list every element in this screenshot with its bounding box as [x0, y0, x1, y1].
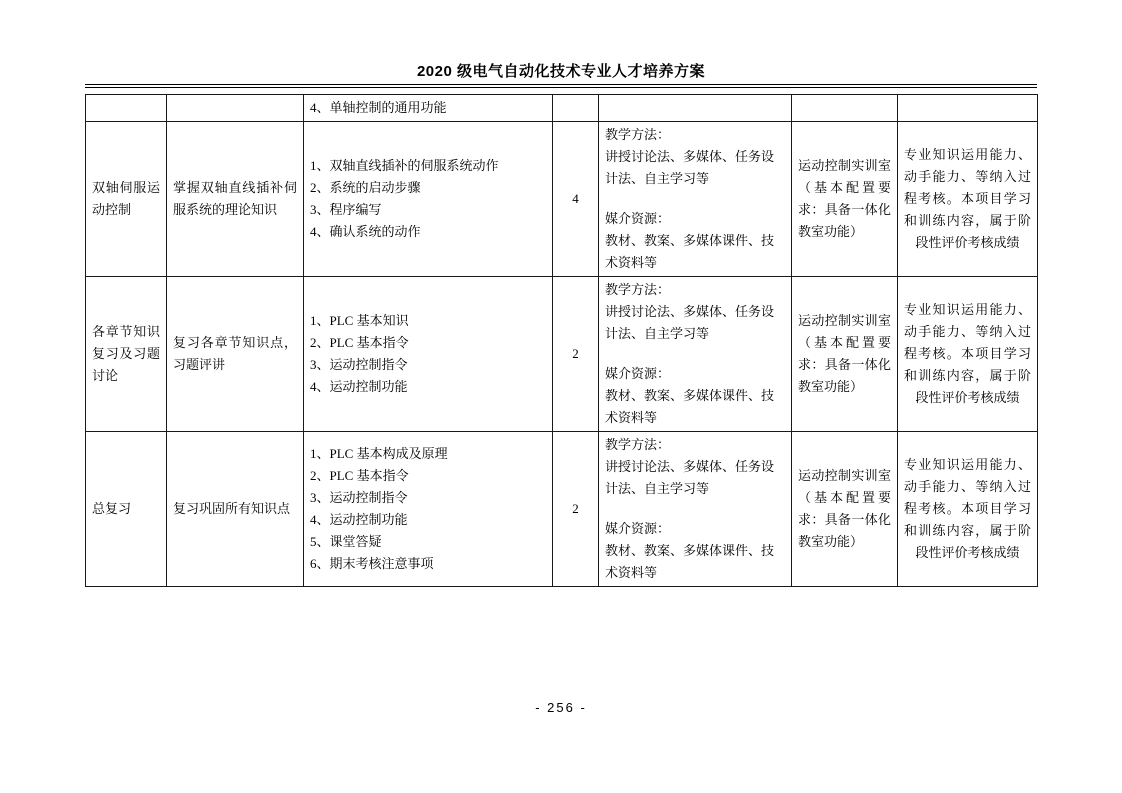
content-item: 2、系统的启动步骤	[310, 180, 421, 195]
content-cell	[304, 122, 553, 277]
table-row-carryover	[86, 95, 1038, 122]
content-item: 3、运动控制指令	[310, 357, 408, 372]
assessment-cell: 专业知识运用能力、动手能力、等纳入过程考核。本项目学习和训练内容，属于阶段性评价考核成绩	[898, 122, 1038, 277]
content-item: 3、程序编写	[310, 202, 382, 217]
teaching-methods-label: 教学方法：	[605, 127, 671, 142]
media-resources-text: 教材、教案、多媒体课件、技术资料等	[605, 543, 775, 580]
content-cell	[304, 277, 553, 432]
curriculum-table	[85, 94, 1038, 587]
media-resources-text: 教材、教案、多媒体课件、技术资料等	[605, 388, 775, 425]
content-item: 1、双轴直线插补的伺服系统动作	[310, 158, 499, 173]
teaching-methods-label: 教学方法：	[605, 282, 671, 297]
venue-cell: 运动控制实训室（基本配置要求：具备一体化教室功能）	[792, 277, 898, 432]
page-title: 2020 级电气自动化技术专业人才培养方案	[416, 63, 706, 80]
content-item: 2、PLC 基本指令	[310, 468, 409, 483]
teaching-methods-text: 讲授讨论法、多媒体、任务设计法、自主学习等	[605, 304, 775, 341]
assessment-cell: 专业知识运用能力、动手能力、等纳入过程考核。本项目学习和训练内容，属于阶段性评价考核成绩	[898, 432, 1038, 587]
media-resources-label: 媒介资源：	[605, 211, 671, 226]
unit-cell: 各章节知识复习及习题讨论	[86, 277, 167, 432]
unit-cell: 双轴伺服运动控制	[86, 122, 167, 277]
header-double-rule	[85, 84, 1037, 88]
objective-cell: 复习巩固所有知识点	[167, 432, 304, 587]
table-row	[86, 277, 1038, 432]
page-number: - 256 -	[535, 700, 587, 715]
hours-cell: 2	[553, 432, 599, 587]
teaching-methods-text: 讲授讨论法、多媒体、任务设计法、自主学习等	[605, 459, 775, 496]
hours-cell	[553, 95, 599, 122]
content-cell: 4、单轴控制的通用功能	[304, 95, 553, 122]
assessment-cell: 专业知识运用能力、动手能力、等纳入过程考核。本项目学习和训练内容，属于阶段性评价考核成绩	[898, 277, 1038, 432]
content-item: 4、运动控制功能	[310, 379, 408, 394]
media-resources-text: 教材、教案、多媒体课件、技术资料等	[605, 233, 775, 270]
objective-cell: 掌握双轴直线插补伺服系统的理论知识	[167, 122, 304, 277]
methods-cell	[599, 277, 792, 432]
media-resources-label: 媒介资源：	[605, 366, 671, 381]
content-item: 4、运动控制功能	[310, 512, 408, 527]
assessment-cell	[898, 95, 1038, 122]
table-row	[86, 432, 1038, 587]
hours-cell: 2	[553, 277, 599, 432]
teaching-methods-label: 教学方法：	[605, 437, 671, 452]
methods-cell	[599, 122, 792, 277]
table-row	[86, 122, 1038, 277]
media-resources-label: 媒介资源：	[605, 521, 671, 536]
venue-cell	[792, 95, 898, 122]
objective-cell	[167, 95, 304, 122]
content-item: 4、确认系统的动作	[310, 224, 421, 239]
content-item: 3、运动控制指令	[310, 490, 408, 505]
content-item: 1、PLC 基本构成及原理	[310, 446, 448, 461]
content-item: 1、PLC 基本知识	[310, 313, 409, 328]
venue-cell: 运动控制实训室（基本配置要求：具备一体化教室功能）	[792, 122, 898, 277]
content-item: 6、期末考核注意事项	[310, 556, 434, 571]
content-item: 2、PLC 基本指令	[310, 335, 409, 350]
unit-cell: 总复习	[86, 432, 167, 587]
venue-cell: 运动控制实训室（基本配置要求：具备一体化教室功能）	[792, 432, 898, 587]
objective-cell: 复习各章节知识点，习题评讲	[167, 277, 304, 432]
methods-cell	[599, 95, 792, 122]
teaching-methods-text: 讲授讨论法、多媒体、任务设计法、自主学习等	[605, 149, 775, 186]
unit-cell	[86, 95, 167, 122]
content-item: 5、课堂答疑	[310, 534, 382, 549]
hours-cell: 4	[553, 122, 599, 277]
methods-cell	[599, 432, 792, 587]
content-cell	[304, 432, 553, 587]
